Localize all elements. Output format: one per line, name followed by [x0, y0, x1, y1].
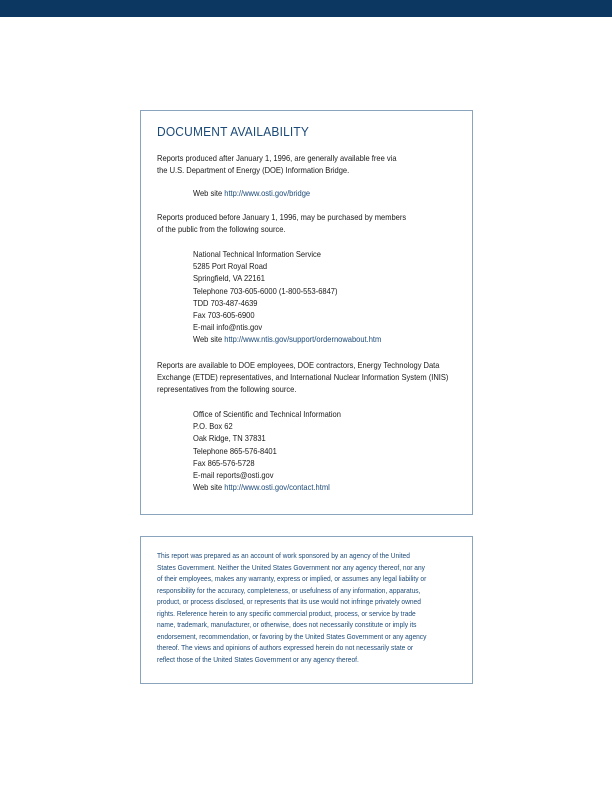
- web-label: Web site: [193, 483, 225, 493]
- address-line: P.O. Box 62: [193, 422, 233, 432]
- section1-text: [157, 153, 397, 177]
- disclaimer-line: reflect those of the United States Government or any agency thereof.: [157, 654, 359, 664]
- text-line: Reports produced before January 1, 1996, may be purchased by members: [157, 213, 407, 222]
- text-line: the U.S. Department of Energy (DOE) Information Bridge.: [157, 166, 350, 176]
- section1-website: [193, 188, 310, 200]
- web-label: Web site: [193, 189, 225, 198]
- address-line: Fax 865-576-5728: [193, 458, 255, 468]
- address-line: National Technical Information Service: [193, 250, 321, 259]
- disclaimer-line: endorsement, recommendation, or favoring by the United States Government or any agency: [157, 631, 427, 641]
- ntis-link[interactable]: http://www.ntis.gov/support/ordernowabout.htm: [224, 335, 382, 345]
- address-line: E-mail reports@osti.gov: [193, 470, 274, 480]
- text-line: Reports produced after January 1, 1996, are generally available free via: [157, 154, 397, 163]
- address-line: Fax 703-605-6900: [193, 310, 255, 320]
- ntis-address: [193, 249, 381, 347]
- text-line: of the public from the following source.: [157, 225, 286, 235]
- text-line: representatives from the following source.: [157, 385, 297, 395]
- bridge-link[interactable]: http://www.osti.gov/bridge: [224, 189, 311, 198]
- disclaimer-text: [157, 550, 426, 665]
- address-line: Oak Ridge, TN 37831: [193, 434, 266, 444]
- osti-address: [193, 409, 341, 494]
- address-line: E-mail info@ntis.gov: [193, 323, 263, 333]
- top-band: [0, 0, 612, 17]
- disclaimer-line: product, or process disclosed, or represents that its use would not infringe privately owned: [157, 597, 421, 606]
- address-line: TDD 703-487-4639: [193, 298, 258, 308]
- address-line: 5285 Port Royal Road: [193, 262, 268, 272]
- disclaimer-line: name, trademark, manufacturer, or otherwise, does not necessarily constitute or imply its: [157, 620, 417, 629]
- disclaimer-line: responsibility for the accuracy, completeness, or usefulness of any information, apparatus,: [157, 585, 421, 595]
- address-line: Office of Scientific and Technical Information: [193, 410, 341, 419]
- text-line: Reports are available to DOE employees, DOE contractors, Energy Technology Data: [157, 361, 440, 370]
- address-line: Telephone 703-605-6000 (1-800-553-6847): [193, 286, 338, 296]
- disclaimer-line: This report was prepared as an account of work sponsored by an agency of the United: [157, 551, 410, 560]
- address-line: Springfield, VA 22161: [193, 274, 265, 284]
- disclaimer-line: of their employees, makes any warranty, express or implied, or assumes any legal liability or: [157, 574, 427, 583]
- disclaimer-line: thereof. The views and opinions of authors expressed herein do not necessarily state or: [157, 643, 414, 652]
- text-line: Exchange (ETDE) representatives, and International Nuclear Information System (INIS): [157, 373, 449, 383]
- osti-contact-link[interactable]: http://www.osti.gov/contact.html: [224, 483, 330, 493]
- disclaimer-line: States Government. Neither the United States Government nor any agency thereof, nor any: [157, 562, 425, 572]
- address-line: Telephone 865-576-8401: [193, 446, 277, 456]
- section2-text: [157, 212, 406, 236]
- page-title: DOCUMENT AVAILABILITY: [157, 124, 310, 139]
- web-label: Web site: [193, 335, 225, 345]
- disclaimer-line: rights. Reference herein to any specific commercial product, process, or service by trade: [157, 608, 416, 618]
- section3-text: [157, 360, 448, 397]
